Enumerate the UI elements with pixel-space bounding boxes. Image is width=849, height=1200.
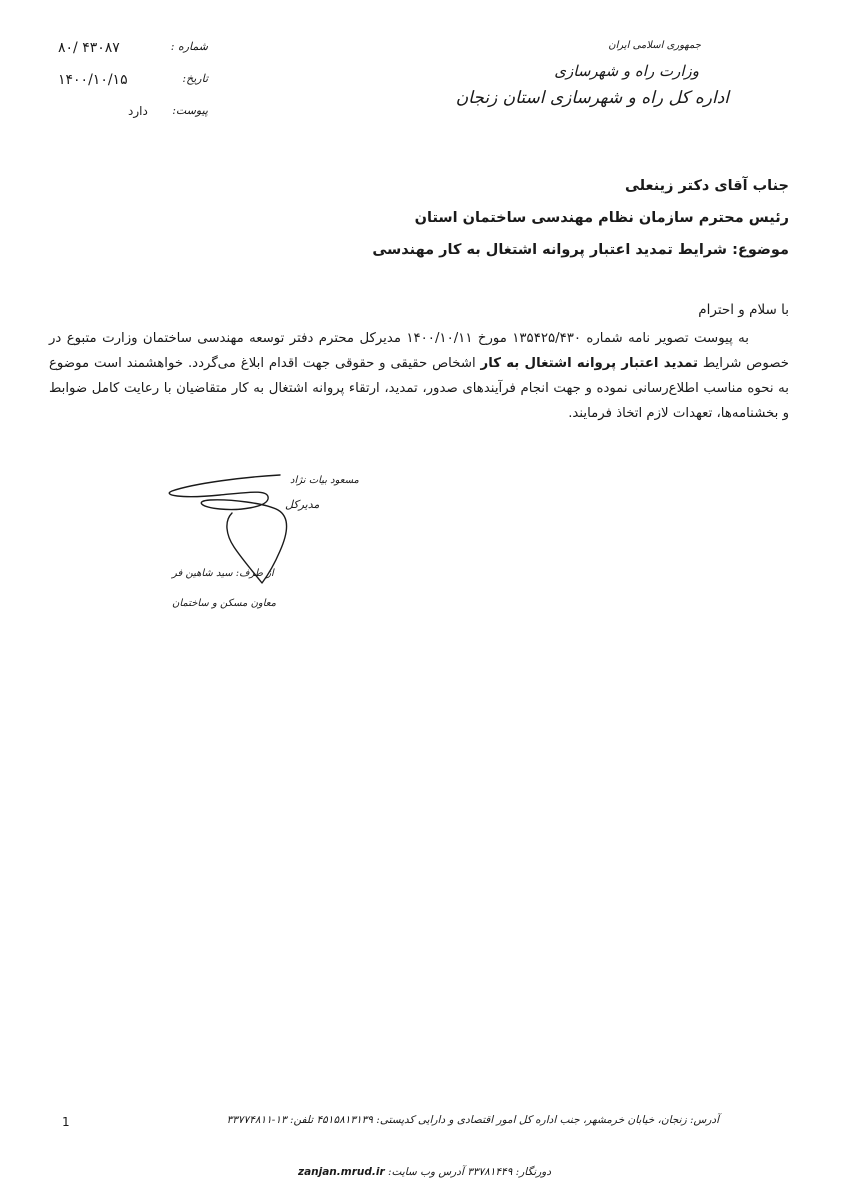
letter-date-label: تاریخ: bbox=[182, 72, 208, 85]
letterhead-office: اداره کل راه و شهرسازی استان زنجان bbox=[455, 88, 729, 108]
addressee-title: رئیس محترم سازمان نظام مهندسی ساختمان استان bbox=[414, 210, 789, 226]
page-number: 1 bbox=[62, 1115, 70, 1129]
letter-number-label: شماره : bbox=[170, 40, 208, 53]
footer-website[interactable]: zanjan.mrud.ir bbox=[297, 1166, 385, 1178]
greeting: با سلام و احترام bbox=[698, 302, 789, 318]
letterhead-ministry: وزارت راه و شهرسازی bbox=[554, 62, 699, 80]
signatory-position: مدیرکل bbox=[285, 498, 320, 511]
signatory-name: مسعود بیات نژاد bbox=[290, 475, 359, 486]
letter-attachment-row bbox=[58, 104, 208, 124]
letter-date-value: ۱۴۰۰/۱۰/۱۵ bbox=[58, 72, 128, 88]
letter-number-value: ۸۰/ ۴۳۰۸۷ bbox=[58, 40, 120, 56]
letter-attachment-label: پیوست: bbox=[172, 104, 208, 117]
footer-contact bbox=[0, 1166, 849, 1178]
letter-body-bold: تمدید اعتبار پروانه اشتغال به کار bbox=[480, 356, 699, 371]
letter-attachment-value: دارد bbox=[128, 104, 148, 118]
footer-fax: دورنگار: ۳۳۷۸۱۴۴۹ آدرس وب سایت: bbox=[388, 1166, 552, 1178]
footer-address: آدرس: زنجان، خیابان خرمشهر، جنب اداره کل امور اقتصادی و دارایی کدپستی: ۴۵۱۵۸۱۳۱۳۹ تلفن: ۱۳-۳۳۷۷۴۸۱۱ bbox=[226, 1114, 719, 1126]
letter-date-row bbox=[58, 72, 208, 92]
signatory-deputy: معاون مسکن و ساختمان bbox=[172, 598, 276, 609]
letter-body bbox=[49, 326, 789, 426]
letter-body-part1: به پیوست تصویر نامه شماره ۱۳۵۴۲۵/۴۳۰ مورخ ۱۴۰۰/۱۰/۱۱ مدیرکل محترم دفتر توسعه مهندسی ساختمان وزارت متبوع در خصوص شرایط bbox=[49, 331, 789, 371]
letter-number-row bbox=[58, 40, 208, 60]
letter-body-part2: اشخاص حقیقی و حقوقی جهت اقدام ابلاغ می‌گردد. خواهشمند است موضوع به نحوه مناسب اطلاع‌رسانی نموده و جهت انجام فرآیندهای صدور، تمدید، ارتقاء پروانه اشتغال به کار متقاضیان با رعایت کامل ضوابط و بخشنامه‌ها، تعهدات لازم اتخاذ فرمایند. bbox=[49, 356, 789, 421]
addressee-name: جناب آقای دکتر زینعلی bbox=[624, 178, 789, 194]
signature-block bbox=[150, 455, 370, 625]
letterhead-country: جمهوری اسلامی ایران bbox=[608, 40, 701, 51]
signatory-on-behalf: از طرف: سید شاهین فر bbox=[172, 568, 274, 579]
letter-subject: موضوع: شرایط تمدید اعتبار پروانه اشتغال به کار مهندسی bbox=[372, 242, 789, 258]
